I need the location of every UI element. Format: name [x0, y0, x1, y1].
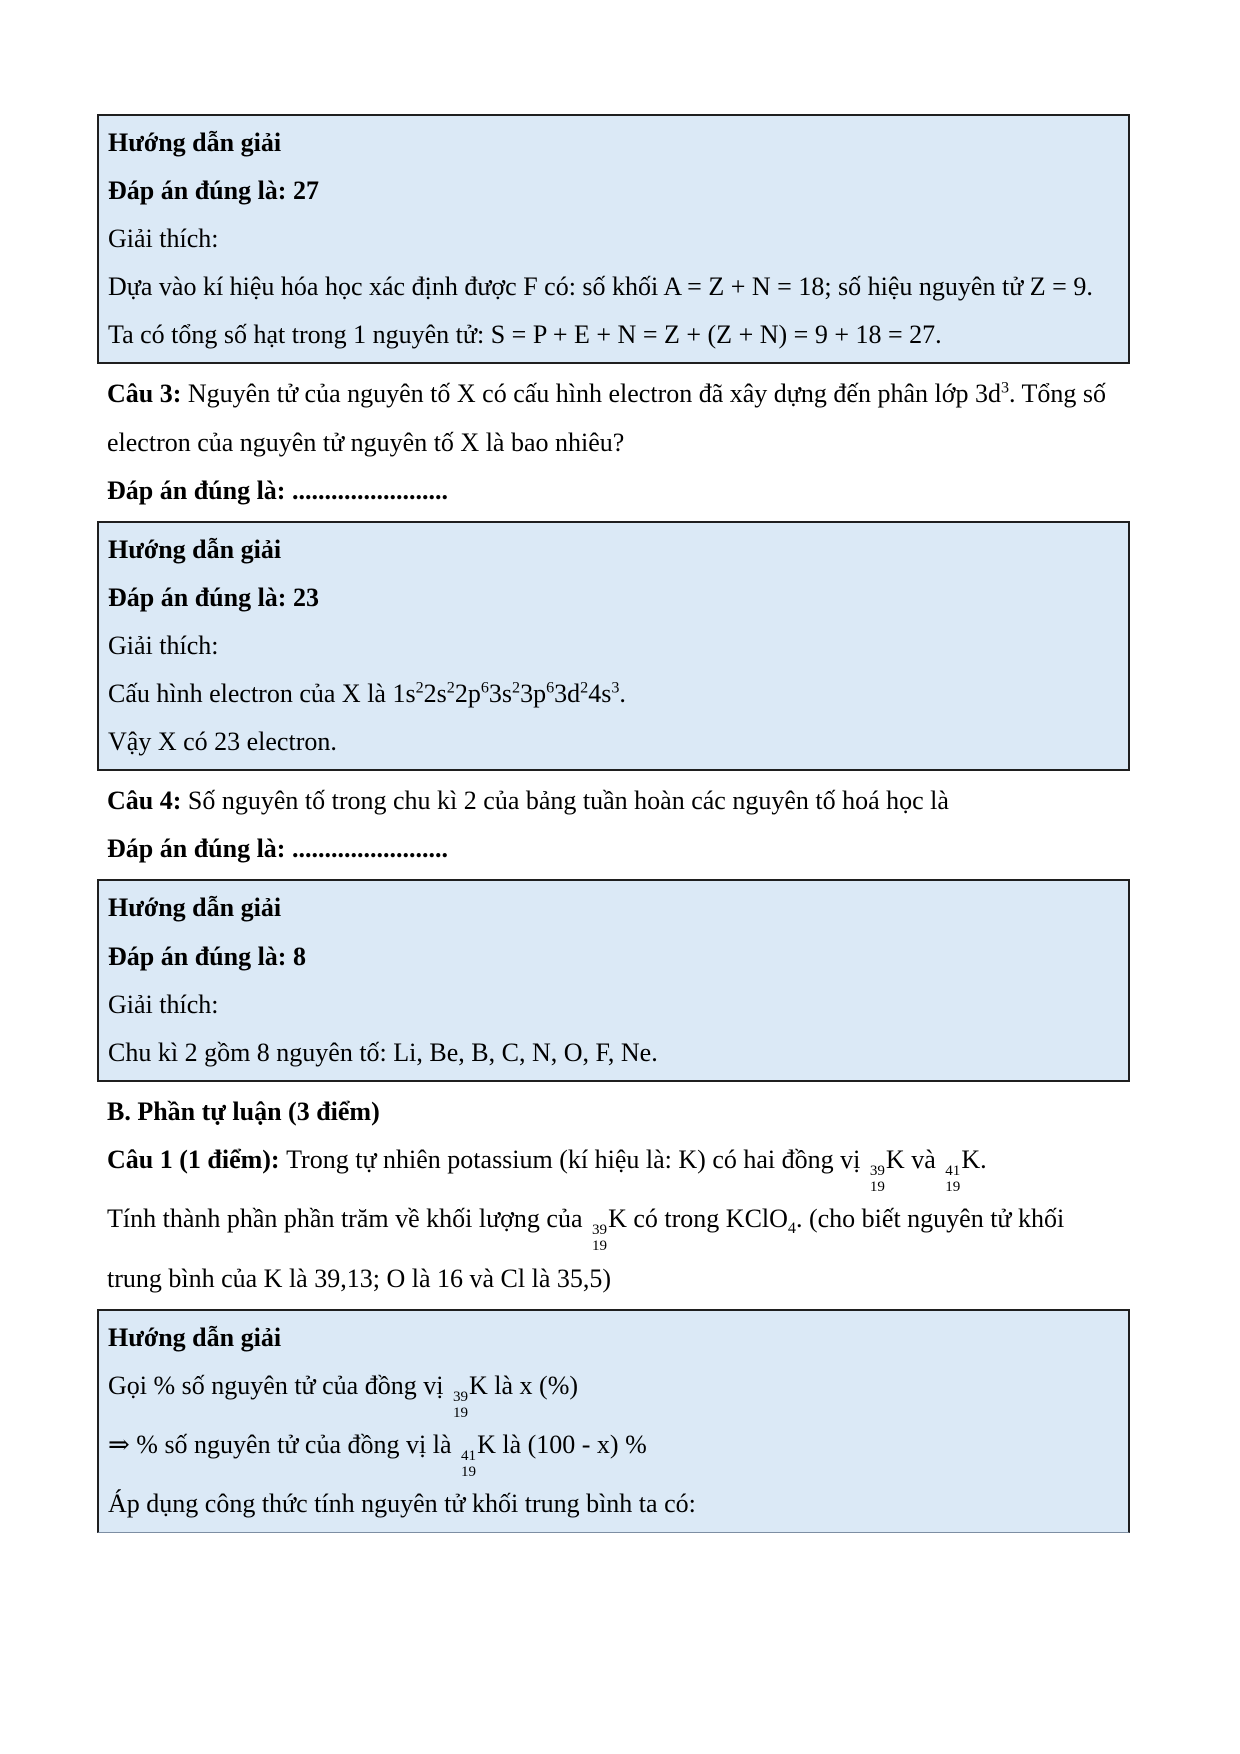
question-1-text-continued: Tính thành phần phần trăm về khối lượng của 39 19 K có trong KClO$_4$. (cho biết nguyên tử khối trung bình của K là 39,13; O là 16 và Cl là 35,5) — [107, 1204, 1065, 1293]
solution-text-line: Vậy X có 23 electron. — [108, 727, 337, 757]
solution-text-line: Dựa vào kí hiệu hóa học xác định được F có: số khối A = Z + N = 18; số hiệu nguyên tử Z = 9. — [108, 272, 1093, 302]
solution-text-line: Cấu hình electron của X là $1s^22s^22p^63s^23p^63d^24s^3$. — [108, 679, 626, 709]
explain-label: Giải thích: — [108, 224, 219, 254]
correct-answer-line: Đáp án đúng là: 8 — [108, 941, 306, 971]
solution-box-1 — [97, 114, 1130, 364]
solution-text-line: ⇒ % số nguyên tử của đồng vị là 41 19 K là (100 - x) % — [108, 1430, 647, 1481]
solution-box-2 — [97, 521, 1130, 771]
document-content — [97, 0, 1130, 1533]
solution-box-4 — [97, 1309, 1130, 1533]
isotope-number-stack: 39 19 — [592, 1222, 608, 1255]
solution-box-3 — [97, 879, 1130, 1081]
section-b-heading: B. Phần tự luận (3 điểm) — [107, 1096, 380, 1126]
isotope-number-stack: 39 19 — [869, 1162, 885, 1195]
answer-blank-line-4: Đáp án đúng là: ........................ — [107, 834, 448, 864]
solution-text-line: Gọi % số nguyên tử của đồng vị 39 19 K là x (%) — [108, 1370, 579, 1421]
isotope-number-stack: 39 19 — [452, 1388, 469, 1421]
question-3-text: Câu 3: Nguyên tử của nguyên tố X có cấu hình electron đã xây dựng đến phân lớp $3d^3$. Tổng số electron của nguyên tử nguyên tố X là bao nhiêu? — [107, 379, 1107, 457]
solution-text-line: Ta có tổng số hạt trong 1 nguyên tử: S = P + E + N = Z + (Z + N) = 9 + 18 = 27. — [108, 320, 942, 350]
solution-box-title: Hướng dẫn giải — [108, 128, 282, 157]
solution-text-line: Chu kì 2 gồm 8 nguyên tố: Li, Be, B, C, N, O, F, Ne. — [108, 1037, 658, 1067]
solution-box-title: Hướng dẫn giải — [108, 1322, 282, 1352]
question-4-text: Câu 4: Số nguyên tố trong chu kì 2 của bảng tuần hoàn các nguyên tố hoá học là — [107, 786, 949, 816]
correct-answer-line: Đáp án đúng là: 27 — [108, 176, 319, 206]
explain-label: Giải thích: — [108, 989, 219, 1019]
explain-label: Giải thích: — [108, 630, 219, 660]
solution-box-title: Hướng dẫn giải — [108, 893, 282, 923]
answer-blank-line-3: Đáp án đúng là: ........................ — [107, 475, 448, 505]
correct-answer-line: Đáp án đúng là: 23 — [108, 582, 319, 612]
isotope-number-stack: 41 19 — [460, 1447, 477, 1481]
isotope-number-stack: 41 19 — [945, 1162, 961, 1195]
solution-text-line: Áp dụng công thức tính nguyên tử khối trung bình ta có: — [108, 1489, 696, 1519]
solution-box-title: Hướng dẫn giải — [108, 534, 282, 564]
question-1-text: Câu 1 (1 điểm): Trong tự nhiên potassium (kí hiệu là: K) có hai đồng vị 39 19 K và 41 19 K. — [107, 1144, 987, 1195]
